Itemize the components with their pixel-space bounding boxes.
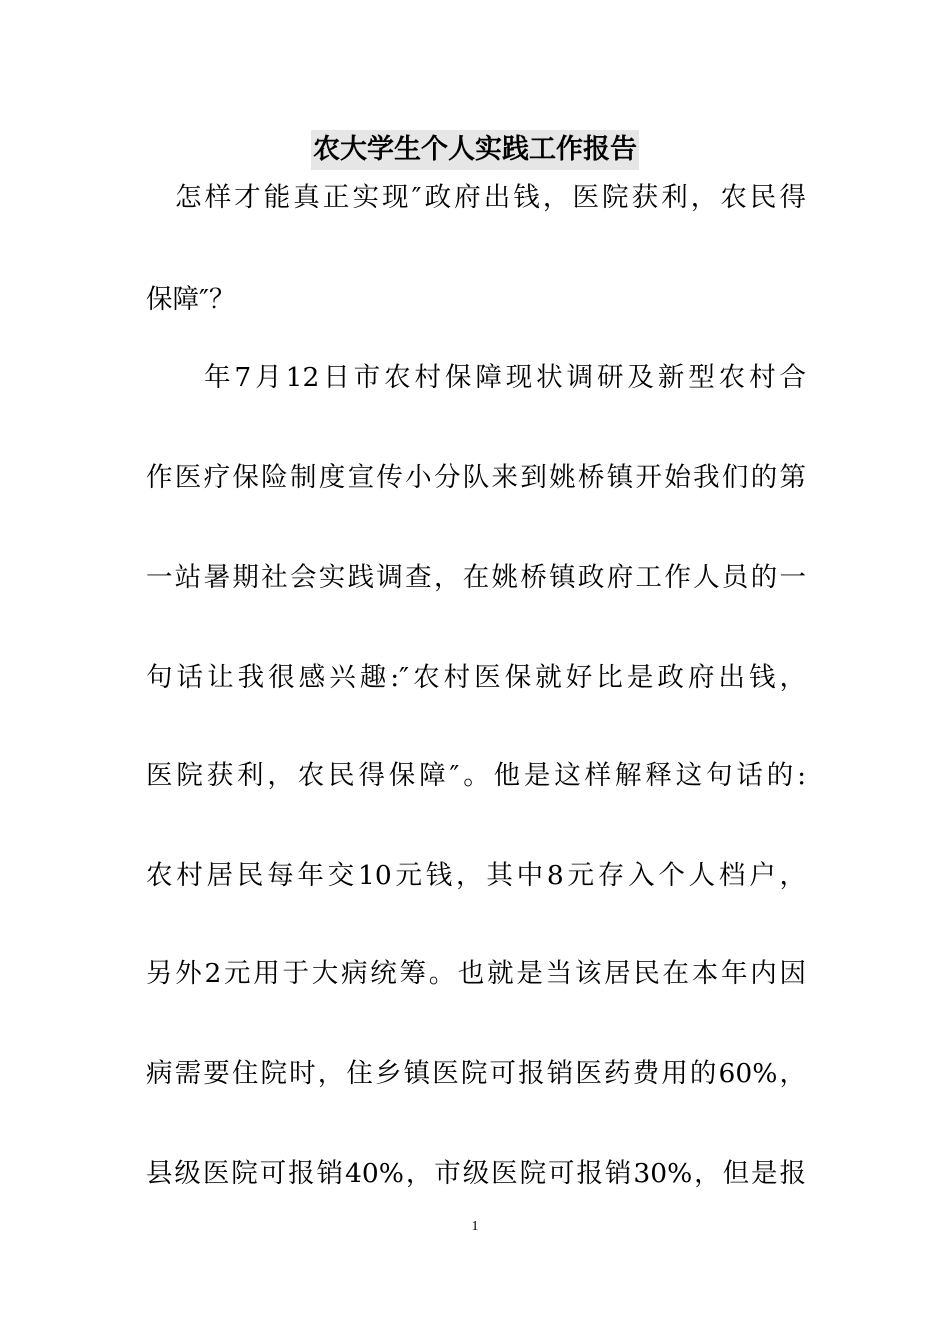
paragraph-line: 医院获利，农民得保障″。他是这样解释这句话的:	[146, 760, 806, 791]
paragraph-line: 句话让我很感兴趣:″农村医保就好比是政府出钱，	[146, 662, 806, 693]
paragraph-line: 作医疗保险制度宣传小分队来到姚桥镇开始我们的第	[146, 462, 806, 493]
paragraph-line: 病需要住院时，住乡镇医院可报销医药费用的60%，	[146, 1058, 806, 1089]
paragraph-line: 县级医院可报销40%，市级医院可报销30%，但是报	[146, 1158, 806, 1189]
title-container	[0, 130, 950, 170]
paragraph-line: 保障″？	[146, 284, 236, 315]
paragraph-line: 农村居民每年交10元钱，其中8元存入个人档户，	[146, 860, 806, 891]
paragraph-line: 一站暑期社会实践调查，在姚桥镇政府工作人员的一	[146, 562, 806, 593]
paragraph-line: 怎样才能真正实现″政府出钱，医院获利，农民得	[175, 182, 806, 213]
document-title: 农大学生个人实践工作报告	[311, 130, 639, 170]
paragraph-line: 年7月12日市农村保障现状调研及新型农村合	[204, 362, 806, 393]
paragraph-line: 另外2元用于大病统筹。也就是当该居民在本年内因	[146, 958, 806, 989]
page-number: 1	[471, 1219, 479, 1234]
